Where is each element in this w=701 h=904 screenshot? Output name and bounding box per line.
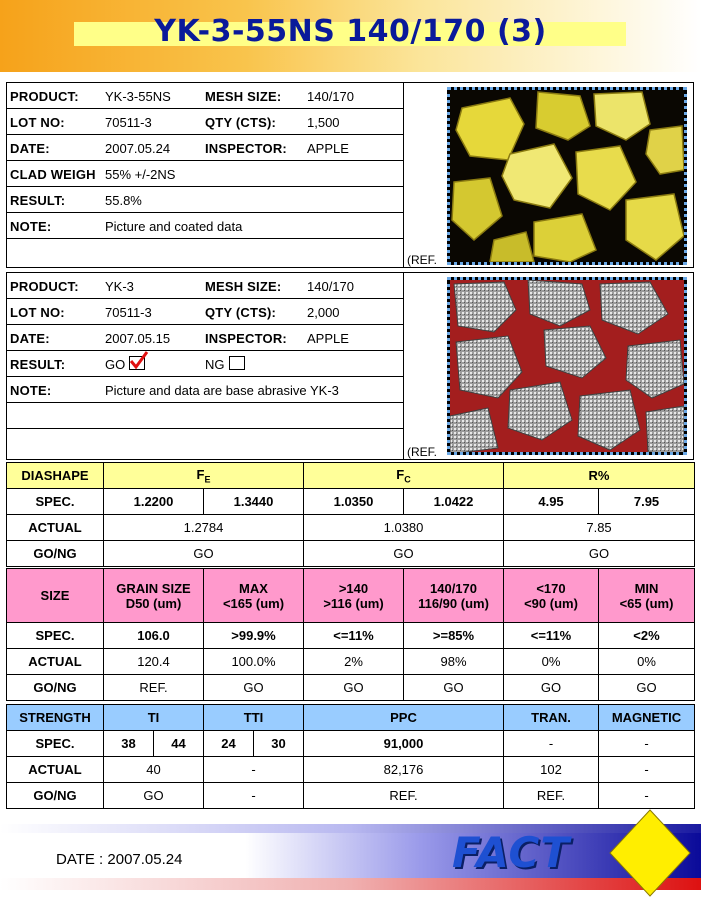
table-cell: <=11% bbox=[504, 623, 599, 649]
table-cell: GO bbox=[599, 675, 695, 701]
row-label: ACTUAL bbox=[7, 515, 104, 541]
column-header: <170 <90 (um) bbox=[504, 569, 599, 623]
product-value: YK-3 bbox=[105, 279, 134, 294]
lot-label: LOT NO: bbox=[10, 305, 65, 320]
table-row bbox=[7, 623, 695, 649]
reference-note: (REF. bbox=[407, 445, 437, 459]
column-header: TTI bbox=[204, 705, 304, 731]
header-banner bbox=[0, 0, 701, 72]
row-label: GO/NG bbox=[7, 675, 104, 701]
company-logo: FACT bbox=[452, 828, 570, 877]
note-value: Picture and data are base abrasive YK-3 bbox=[105, 383, 339, 398]
table-cell: - bbox=[599, 757, 695, 783]
footer-stripe bbox=[0, 824, 701, 833]
table-cell: 0% bbox=[504, 649, 599, 675]
info-row bbox=[7, 325, 403, 351]
table-row bbox=[7, 757, 695, 783]
table-cell: 30 bbox=[254, 731, 304, 757]
info-row bbox=[7, 187, 403, 213]
note-label: NOTE: bbox=[10, 219, 52, 234]
table-row bbox=[7, 649, 695, 675]
lot-value: 70511-3 bbox=[105, 305, 152, 320]
column-header: >140 >116 (um) bbox=[304, 569, 404, 623]
lot-label: LOT NO: bbox=[10, 115, 65, 130]
info-row bbox=[7, 273, 403, 299]
note-value: Picture and coated data bbox=[105, 219, 243, 234]
date-value: 2007.05.24 bbox=[105, 141, 171, 156]
r-header: R% bbox=[504, 463, 695, 489]
size-header: SIZE bbox=[7, 569, 104, 623]
table-cell: GO bbox=[504, 675, 599, 701]
column-header: MAX <165 (um) bbox=[204, 569, 304, 623]
page-title: YK-3-55NS 140/170 (3) bbox=[154, 14, 547, 49]
table-cell: >99.9% bbox=[204, 623, 304, 649]
column-header: TRAN. bbox=[504, 705, 599, 731]
result-label: RESULT: bbox=[10, 357, 66, 372]
inspector-value: APPLE bbox=[307, 331, 349, 346]
column-header: TI bbox=[104, 705, 204, 731]
qty-label: QTY (CTS): bbox=[205, 305, 277, 320]
ng-checkbox[interactable] bbox=[229, 356, 245, 370]
info-row bbox=[7, 83, 403, 109]
info-row bbox=[7, 351, 403, 377]
inspector-label: INSPECTOR: bbox=[205, 331, 287, 346]
table-cell: 44 bbox=[154, 731, 204, 757]
mesh-value: 140/170 bbox=[307, 279, 354, 294]
row-label: SPEC. bbox=[7, 731, 104, 757]
column-header: 140/170 116/90 (um) bbox=[404, 569, 504, 623]
column-header: PPC bbox=[304, 705, 504, 731]
table-cell: GO bbox=[304, 541, 504, 567]
coated-product-fields bbox=[7, 83, 404, 267]
table-cell: 102 bbox=[504, 757, 599, 783]
info-row bbox=[7, 299, 403, 325]
size-table bbox=[6, 568, 695, 701]
qty-value: 1,500 bbox=[307, 115, 340, 130]
column-header: MAGNETIC bbox=[599, 705, 695, 731]
table-cell: >=85% bbox=[404, 623, 504, 649]
reference-note: (REF. bbox=[407, 253, 437, 267]
mesh-label: MESH SIZE: bbox=[205, 279, 282, 294]
qty-value: 2,000 bbox=[307, 305, 340, 320]
table-cell: REF. bbox=[504, 783, 599, 809]
inspector-label: INSPECTOR: bbox=[205, 141, 287, 156]
table-cell: GO bbox=[304, 675, 404, 701]
result-label: RESULT: bbox=[10, 193, 66, 208]
column-header: GRAIN SIZE D50 (um) bbox=[104, 569, 204, 623]
table-cell: - bbox=[204, 757, 304, 783]
table-cell: 7.85 bbox=[504, 515, 695, 541]
info-row bbox=[7, 161, 403, 187]
diamond-logo-icon bbox=[608, 808, 692, 898]
table-row bbox=[7, 541, 695, 567]
table-cell: GO bbox=[204, 675, 304, 701]
mesh-value: 140/170 bbox=[307, 89, 354, 104]
table-row bbox=[7, 731, 695, 757]
table-cell: 1.3440 bbox=[204, 489, 304, 515]
mesh-label: MESH SIZE: bbox=[205, 89, 282, 104]
red-check-icon bbox=[128, 351, 150, 371]
table-cell: 82,176 bbox=[304, 757, 504, 783]
strength-header: STRENGTH bbox=[7, 705, 104, 731]
info-row bbox=[7, 377, 403, 403]
row-label: ACTUAL bbox=[7, 757, 104, 783]
column-header: MIN <65 (um) bbox=[599, 569, 695, 623]
date-label: DATE: bbox=[10, 331, 50, 346]
footer-date: DATE : 2007.05.24 bbox=[56, 851, 183, 868]
base-product-info bbox=[6, 272, 694, 460]
table-row bbox=[7, 489, 695, 515]
table-cell: 106.0 bbox=[104, 623, 204, 649]
diashape-header: DIASHAPE bbox=[7, 463, 104, 489]
row-label: ACTUAL bbox=[7, 649, 104, 675]
info-row bbox=[7, 403, 403, 429]
row-label: SPEC. bbox=[7, 489, 104, 515]
table-cell: <=11% bbox=[304, 623, 404, 649]
footer-red-stripe bbox=[0, 878, 701, 890]
strength-table bbox=[6, 704, 695, 809]
coated-product-info bbox=[6, 82, 694, 268]
diashape-table bbox=[6, 462, 695, 567]
fc-header: $F_C$ bbox=[304, 463, 504, 489]
table-cell: GO bbox=[104, 783, 204, 809]
table-cell: GO bbox=[104, 541, 304, 567]
table-cell: 2% bbox=[304, 649, 404, 675]
table-cell: 1.2200 bbox=[104, 489, 204, 515]
clad-value: 55% +/-2NS bbox=[105, 167, 176, 182]
table-cell: GO bbox=[504, 541, 695, 567]
table-cell: 91,000 bbox=[304, 731, 504, 757]
table-row bbox=[7, 515, 695, 541]
table-cell: - bbox=[204, 783, 304, 809]
go-label: GO bbox=[105, 357, 126, 372]
product-label: PRODUCT: bbox=[10, 279, 79, 294]
coated-crystal-photo bbox=[447, 87, 687, 265]
info-row bbox=[7, 109, 403, 135]
table-cell: 1.0422 bbox=[404, 489, 504, 515]
table-cell: 120.4 bbox=[104, 649, 204, 675]
table-cell: 7.95 bbox=[599, 489, 695, 515]
table-cell: - bbox=[599, 731, 695, 757]
base-product-fields bbox=[7, 273, 404, 459]
product-value: YK-3-55NS bbox=[105, 89, 171, 104]
table-cell: 38 bbox=[104, 731, 154, 757]
inspector-value: APPLE bbox=[307, 141, 349, 156]
table-cell: REF. bbox=[304, 783, 504, 809]
date-label: DATE: bbox=[10, 141, 50, 156]
table-cell: 24 bbox=[204, 731, 254, 757]
go-checkbox[interactable] bbox=[129, 356, 145, 370]
info-row bbox=[7, 213, 403, 239]
table-cell: - bbox=[504, 731, 599, 757]
fe-header: $F_E$ bbox=[104, 463, 304, 489]
table-cell: 100.0% bbox=[204, 649, 304, 675]
row-label: SPEC. bbox=[7, 623, 104, 649]
table-row bbox=[7, 675, 695, 701]
table-cell: 1.2784 bbox=[104, 515, 304, 541]
table-row bbox=[7, 783, 695, 809]
table-cell: REF. bbox=[104, 675, 204, 701]
table-cell: 40 bbox=[104, 757, 204, 783]
qty-label: QTY (CTS): bbox=[205, 115, 277, 130]
lot-value: 70511-3 bbox=[105, 115, 152, 130]
table-cell: - bbox=[599, 783, 695, 809]
table-cell: 98% bbox=[404, 649, 504, 675]
date-value: 2007.05.15 bbox=[105, 331, 171, 346]
table-cell: 1.0380 bbox=[304, 515, 504, 541]
table-cell: GO bbox=[404, 675, 504, 701]
ng-label: NG bbox=[205, 357, 225, 372]
table-cell: <2% bbox=[599, 623, 695, 649]
result-value: 55.8% bbox=[105, 193, 142, 208]
note-label: NOTE: bbox=[10, 383, 52, 398]
product-label: PRODUCT: bbox=[10, 89, 79, 104]
row-label: GO/NG bbox=[7, 541, 104, 567]
row-label: GO/NG bbox=[7, 783, 104, 809]
info-row bbox=[7, 135, 403, 161]
clad-label: CLAD WEIGH bbox=[10, 167, 96, 182]
table-cell: 1.0350 bbox=[304, 489, 404, 515]
table-cell: 0% bbox=[599, 649, 695, 675]
table-cell: 4.95 bbox=[504, 489, 599, 515]
base-crystal-photo bbox=[447, 277, 687, 455]
